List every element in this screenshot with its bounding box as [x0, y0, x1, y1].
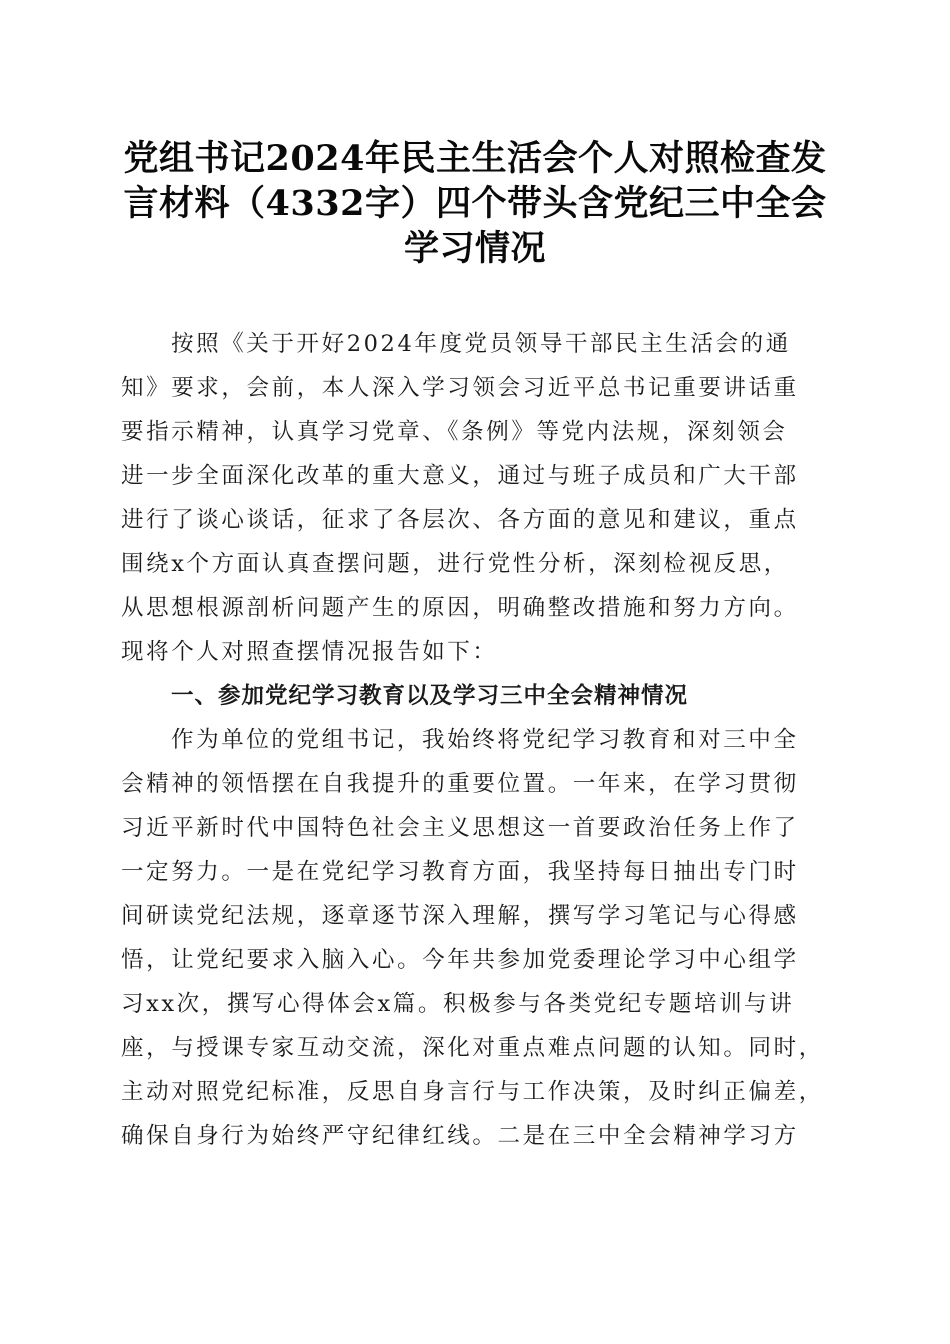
text-line: 进一步全面深化改革的重大意义，通过与班子成员和广大干部: [121, 463, 799, 489]
text-line: 知》要求，会前，本人深入学习领会习近平总书记重要讲话重: [121, 375, 799, 401]
text-line: 座，与授课专家互动交流，深化对重点难点问题的认知。同时，: [121, 1035, 824, 1061]
text-line: 现将个人对照查摆情况报告如下：: [121, 639, 498, 665]
text-line: 会精神的领悟摆在自我提升的重要位置。一年来，在学习贯彻: [121, 771, 799, 797]
text-line: 悟，让党纪要求入脑入心。今年共参加党委理论学习中心组学: [121, 947, 799, 973]
text-line: 主动对照党纪标准，反思自身言行与工作决策，及时纠正偏差，: [121, 1079, 824, 1105]
text-line: 一定努力。一是在党纪学习教育方面，我坚持每日抽出专门时: [121, 859, 799, 885]
text-line: 围绕x个方面认真查摆问题，进行党性分析，深刻检视反思，: [121, 551, 789, 577]
section-heading: [121, 674, 831, 718]
title-line: 党组书记2024年民主生活会个人对照检查发: [123, 138, 827, 179]
title-line: 学习情况: [403, 228, 546, 269]
title-line: 言材料（4332字）四个带头含党纪三中全会: [123, 183, 827, 224]
text-line: 从思想根源剖析问题产生的原因，明确整改措施和努力方向。: [121, 595, 799, 621]
text-line: 习近平新时代中国特色社会主义思想这一首要政治任务上作了: [121, 815, 799, 841]
text-line: 间研读党纪法规，逐章逐节深入理解，撰写学习笔记与心得感: [121, 903, 799, 929]
intro-paragraph: [121, 322, 831, 674]
section-paragraph: [121, 718, 831, 1158]
text-line: 要指示精神，认真学习党章、《条例》等党内法规，深刻领会: [121, 419, 788, 445]
document-body: [121, 322, 831, 1158]
document-title: [110, 136, 840, 271]
text-line: 作为单位的党组书记，我始终将党纪学习教育和对三中全: [171, 727, 799, 753]
text-line: 进行了谈心谈话，征求了各层次、各方面的意见和建议，重点: [121, 507, 799, 533]
heading-line: 一、参加党纪学习教育以及学习三中全会精神情况: [171, 683, 689, 709]
text-line: 确保自身行为始终严守纪律红线。二是在三中全会精神学习方: [121, 1123, 799, 1149]
text-line: 习xx次，撰写心得体会x篇。积极参与各类党纪专题培训与讲: [121, 991, 795, 1017]
text-line: 按照《关于开好2024年度党员领导干部民主生活会的通: [171, 331, 791, 357]
